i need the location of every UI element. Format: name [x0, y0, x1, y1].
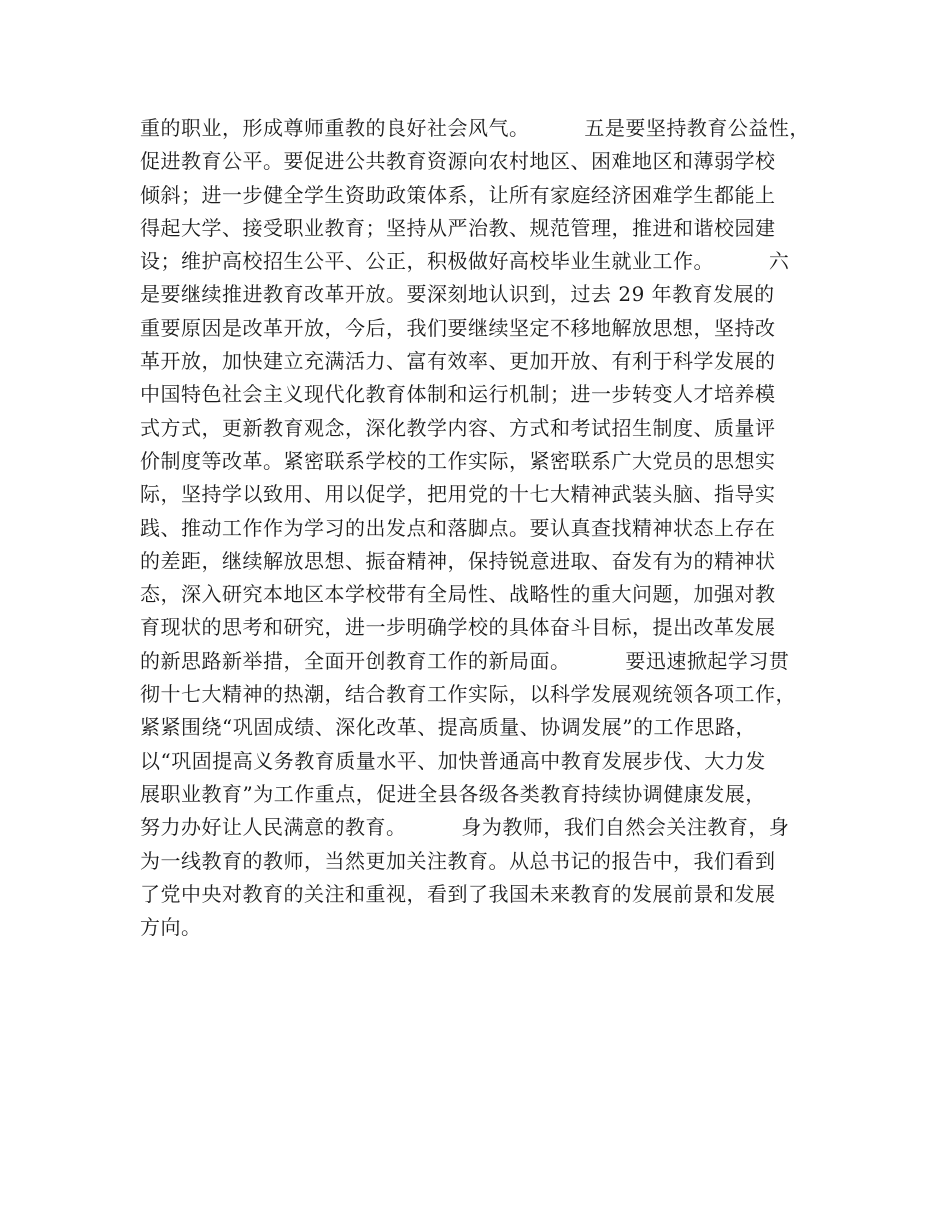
- text-line: 展职业教育”为工作重点，促进全县各级各类教育持续协调健康发展，: [140, 781, 766, 806]
- text-line: 以“巩固提高义务教育质量水平、加快普通高中教育发展步伐、大力发: [140, 748, 766, 773]
- text-line: 践、推动工作作为学习的出发点和落脚点。要认真查找精神状态上存在: [140, 515, 776, 540]
- text-line: 紧紧围绕“巩固成绩、深化改革、提高质量、协调发展”的工作思路，: [140, 715, 756, 740]
- text-line: 的差距，继续解放思想、振奋精神，保持锐意进取、奋发有为的精神状: [140, 548, 776, 573]
- text-line: 得起大学、接受职业教育；坚持从严治教、规范管理，推进和谐校园建: [140, 215, 776, 240]
- text-line: 倾斜；进一步健全学生资助政策体系，让所有家庭经济困难学生都能上: [140, 182, 776, 207]
- text-line: 重的职业，形成尊师重教的良好社会风气。 五是要坚持教育公益性，: [140, 116, 810, 140]
- text-line: 价制度等改革。紧密联系学校的工作实际，紧密联系广大党员的思想实: [140, 448, 776, 473]
- text-line: 中国特色社会主义现代化教育体制和运行机制；进一步转变人才培养模: [140, 382, 776, 407]
- text-line: 的新思路新举措，全面开创教育工作的新局面。 要迅速掀起学习贯: [140, 648, 790, 673]
- text-line: 革开放，加快建立充满活力、富有效率、更加开放、有利于科学发展的: [140, 349, 776, 374]
- text-line: 努力办好让人民满意的教育。 身为教师，我们自然会关注教育，身: [140, 815, 790, 840]
- text-line: 态，深入研究本地区本学校带有全局性、战略性的重大问题，加强对教: [140, 582, 776, 607]
- text-line: 促进教育公平。要促进公共教育资源向农村地区、困难地区和薄弱学校: [140, 149, 776, 174]
- text-line: 育现状的思考和研究，进一步明确学校的具体奋斗目标，提出改革发展: [140, 615, 776, 640]
- text-line: 设；维护高校招生公平、公正，积极做好高校毕业生就业工作。 六: [140, 249, 790, 274]
- text-line: 方向。: [140, 915, 202, 940]
- document-body-text: [140, 112, 830, 944]
- text-line: 为一线教育的教师，当然更加关注教育。从总书记的报告中，我们看到: [140, 848, 776, 873]
- text-line: 是要继续推进教育改革开放。要深刻地认识到，过去 29 年教育发展的: [140, 282, 775, 307]
- text-line: 式方式，更新教育观念，深化教学内容、方式和考试招生制度、质量评: [140, 415, 776, 440]
- text-line: 际，坚持学以致用、用以促学，把用党的十七大精神武装头脑、指导实: [140, 482, 776, 507]
- text-line: 彻十七大精神的热潮，结合教育工作实际，以科学发展观统领各项工作，: [140, 682, 796, 707]
- text-line: 重要原因是改革开放，今后，我们要继续坚定不移地解放思想，坚持改: [140, 315, 776, 340]
- text-line: 了党中央对教育的关注和重视，看到了我国未来教育的发展前景和发展: [140, 881, 776, 906]
